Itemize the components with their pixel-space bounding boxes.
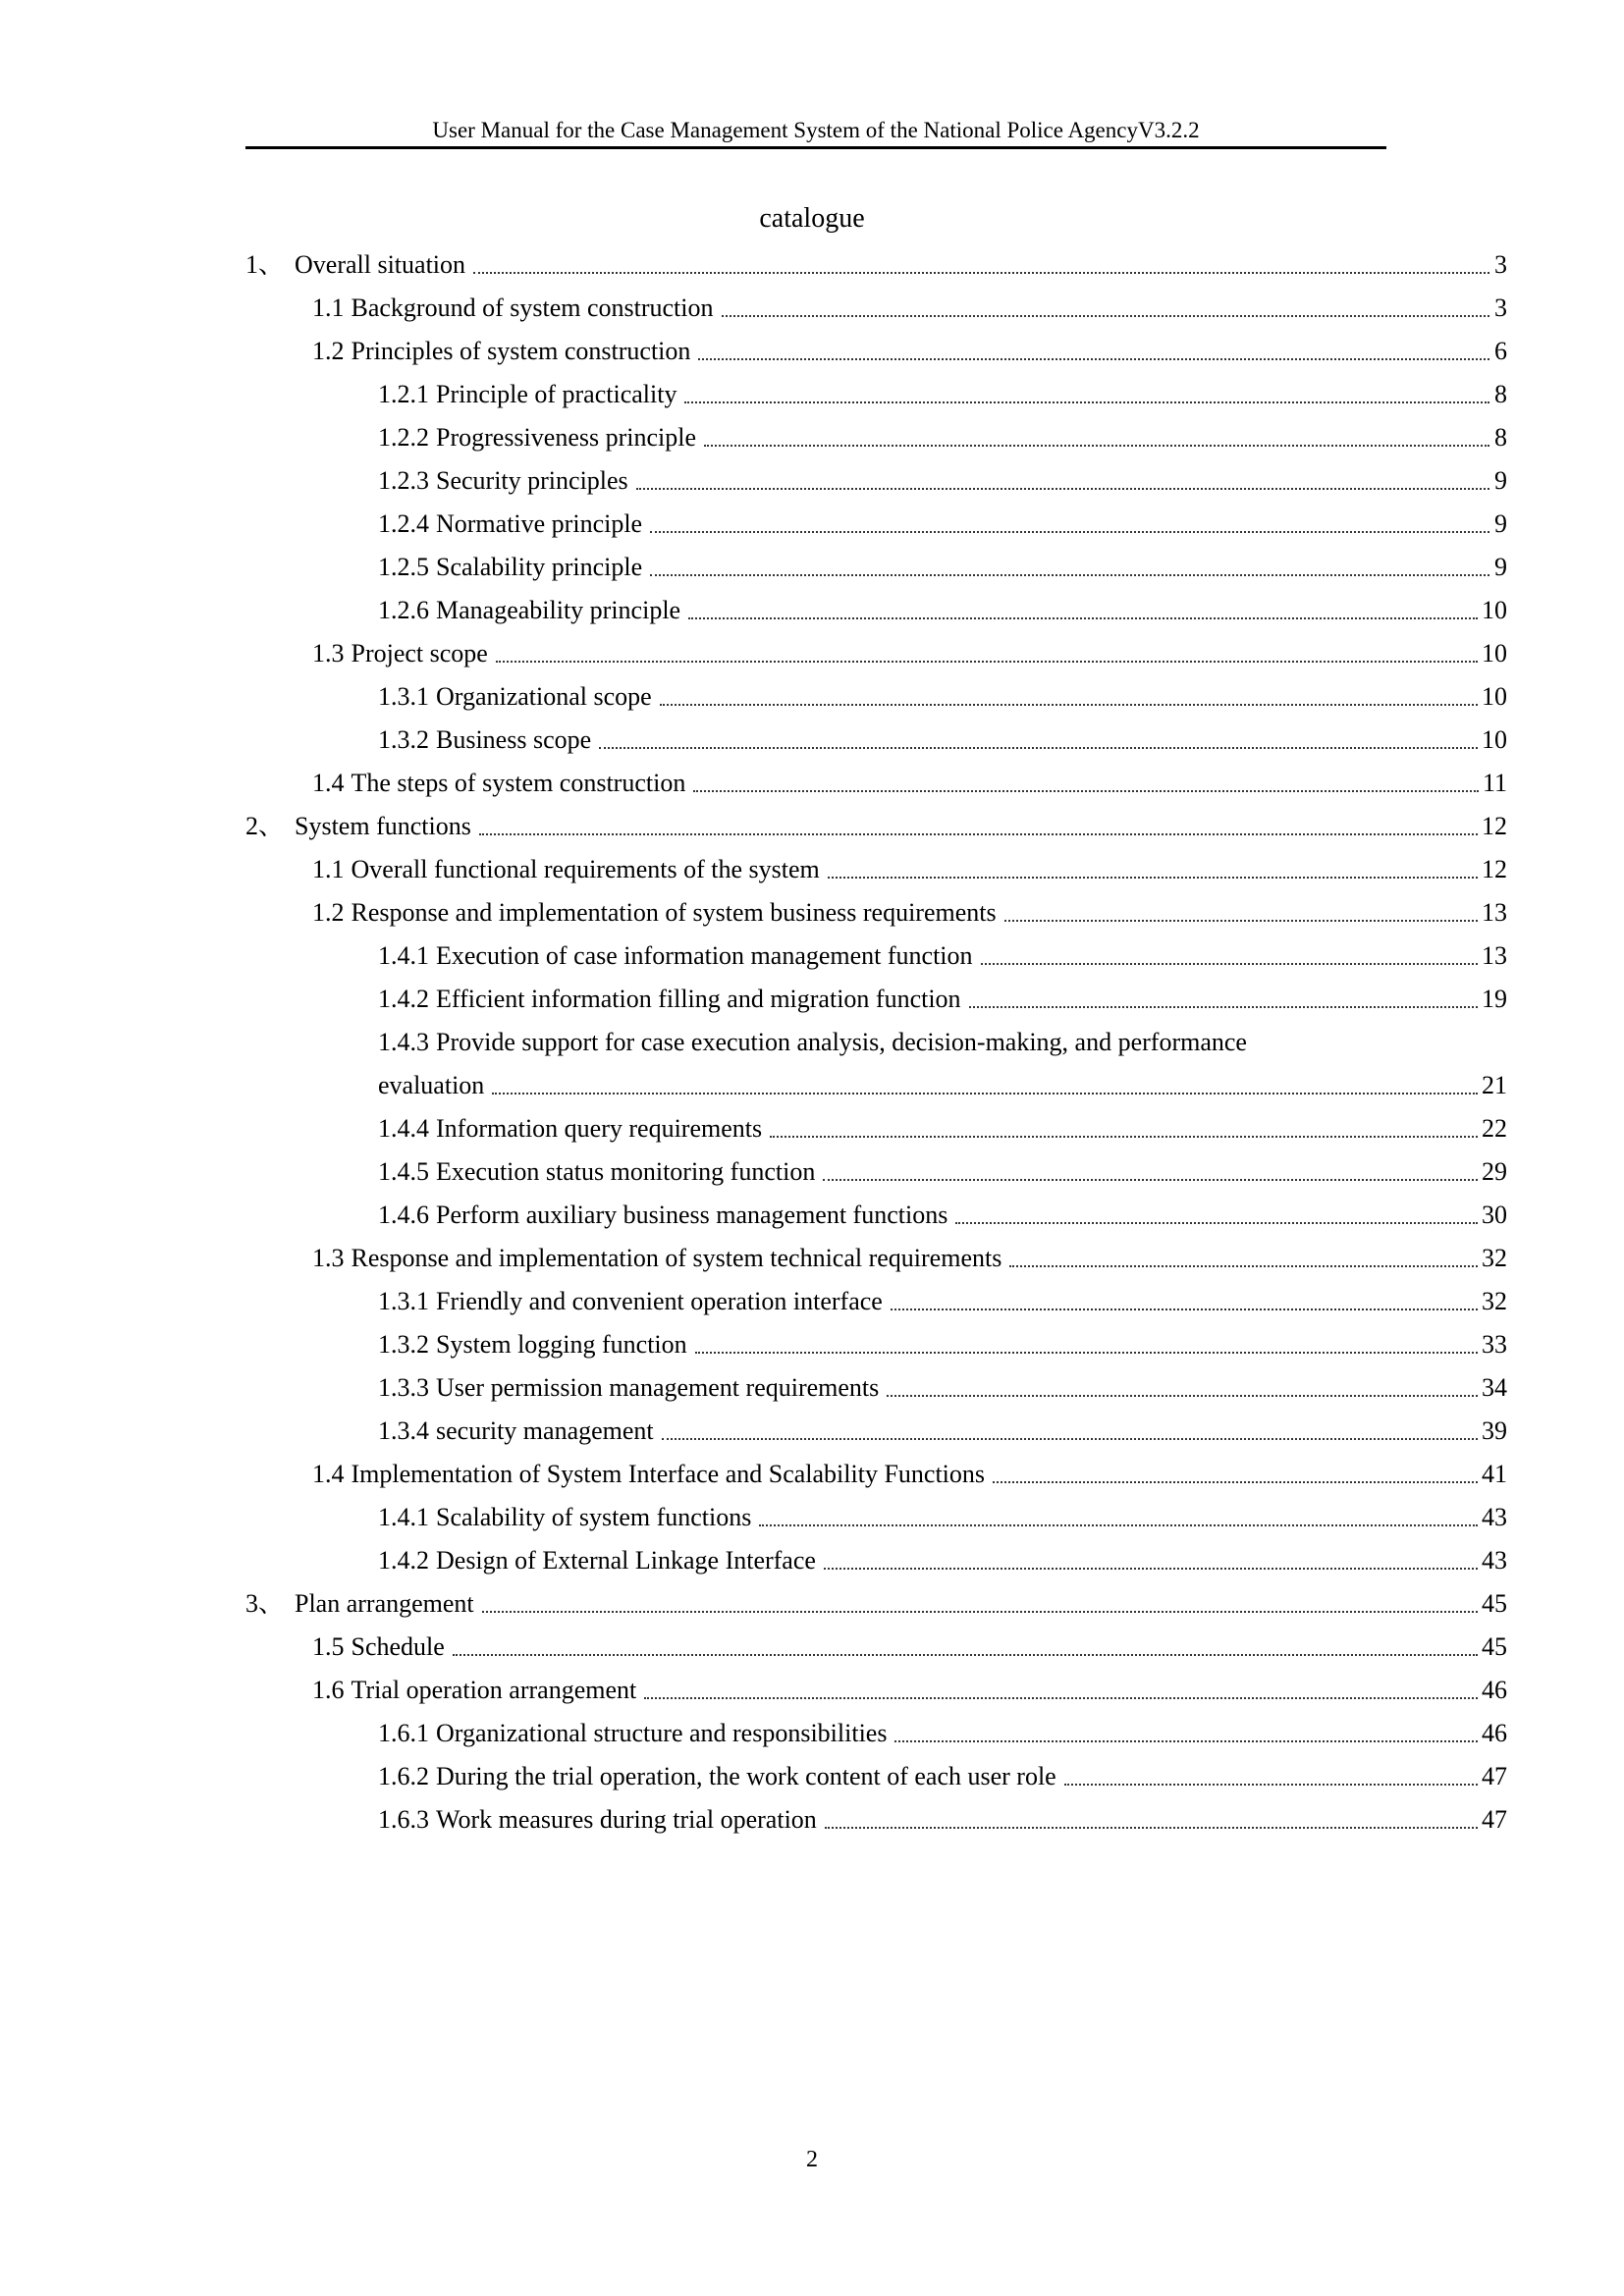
toc-entry-number: 1.2 — [312, 337, 345, 365]
toc-entry-number: 2、 — [245, 812, 285, 840]
toc-entry-number: 1.4.4 — [378, 1114, 429, 1143]
toc-entry-page: 12 — [1482, 812, 1507, 840]
toc-entry[interactable] — [245, 1712, 1507, 1755]
toc-entry-title: Efficient information filling and migration function — [436, 985, 961, 1013]
toc-entry[interactable] — [245, 805, 1507, 848]
toc-entry-page: 46 — [1482, 1676, 1507, 1704]
toc-entry-title-continued: evaluation — [378, 1071, 485, 1099]
toc-entry-page: 6 — [1494, 337, 1507, 365]
toc-entry-page: 22 — [1482, 1114, 1507, 1143]
toc-entry-page: 11 — [1482, 769, 1507, 797]
toc-entry-page: 10 — [1482, 682, 1507, 711]
toc-entry-title: Progressiveness principle — [436, 423, 697, 452]
toc-entry-title: Execution status monitoring function — [436, 1157, 816, 1186]
toc-dot-leader — [894, 1740, 1478, 1742]
toc-dot-leader — [993, 1481, 1478, 1483]
toc-entry[interactable] — [245, 1280, 1507, 1323]
toc-entry-number: 1.4.2 — [378, 985, 429, 1013]
toc-entry[interactable] — [245, 287, 1507, 330]
toc-entry-number: 1.4.2 — [378, 1546, 429, 1575]
toc-entry-page: 30 — [1482, 1201, 1507, 1229]
toc-entry[interactable] — [245, 416, 1507, 459]
toc-entry-title: Perform auxiliary business management functions — [436, 1201, 948, 1229]
toc-entry-title: User permission management requirements — [436, 1373, 880, 1402]
toc-entry-number: 1.4.3 — [378, 1028, 429, 1056]
toc-dot-leader — [473, 272, 1489, 274]
toc-dot-leader — [662, 1438, 1478, 1440]
toc-entry-title: Friendly and convenient operation interface — [436, 1287, 883, 1315]
toc-entry[interactable] — [245, 632, 1507, 675]
header-rule — [245, 146, 1386, 149]
toc-dot-leader — [722, 315, 1490, 317]
toc-entry-number: 1.2.3 — [378, 466, 429, 495]
toc-entry-title: The steps of system construction — [351, 769, 686, 797]
toc-entry[interactable] — [245, 934, 1507, 978]
toc-entry-number: 1.3.2 — [378, 1330, 429, 1359]
toc-entry-number: 1.6.2 — [378, 1762, 429, 1790]
toc-entry-title: Response and implementation of system business requirements — [351, 898, 997, 927]
toc-entry-page: 9 — [1494, 509, 1507, 538]
toc-entry[interactable] — [245, 1366, 1507, 1410]
toc-entry-page: 32 — [1482, 1244, 1507, 1272]
toc-entry[interactable] — [245, 1539, 1507, 1582]
toc-dot-leader — [688, 617, 1478, 619]
toc-entry-number: 1.3 — [312, 639, 345, 667]
toc-entry[interactable] — [245, 891, 1507, 934]
toc-entry[interactable] — [245, 1755, 1507, 1798]
toc-entry[interactable] — [245, 1496, 1507, 1539]
toc-entry[interactable] — [245, 1669, 1507, 1712]
toc-entry-page: 39 — [1482, 1416, 1507, 1445]
toc-title: catalogue — [759, 203, 865, 234]
toc-entry-page: 45 — [1482, 1589, 1507, 1618]
toc-entry-title: Response and implementation of system technical requirements — [351, 1244, 1002, 1272]
toc-entry-number: 1.4.6 — [378, 1201, 429, 1229]
toc-entry-page: 8 — [1494, 423, 1507, 452]
toc-entry-title: Execution of case information management function — [436, 941, 973, 970]
toc-entry-page: 9 — [1494, 466, 1507, 495]
toc-dot-leader — [823, 1179, 1478, 1181]
toc-entry-continuation[interactable] — [245, 1064, 1507, 1107]
toc-entry-title: Implementation of System Interface and Scalability Functions — [351, 1460, 986, 1488]
toc-entry-title: Scalability of system functions — [436, 1503, 752, 1531]
toc-entry-number: 1.6.1 — [378, 1719, 429, 1747]
toc-entry[interactable] — [245, 1410, 1507, 1453]
toc-dot-leader — [693, 790, 1479, 792]
toc-entry[interactable] — [245, 546, 1507, 589]
toc-dot-leader — [891, 1308, 1478, 1310]
toc-entry-page: 43 — [1482, 1546, 1507, 1575]
toc-dot-leader — [636, 488, 1489, 490]
toc-entry-number: 1.4.1 — [378, 1503, 429, 1531]
toc-entry-number: 1.2.4 — [378, 509, 429, 538]
toc-dot-leader — [599, 747, 1478, 749]
toc-entry[interactable] — [245, 1323, 1507, 1366]
toc-dot-leader — [1004, 920, 1478, 922]
toc-dot-leader — [1009, 1265, 1478, 1267]
toc-entry-number: 1.3.1 — [378, 1287, 429, 1315]
toc-entry-page: 9 — [1494, 553, 1507, 581]
toc-entry[interactable] — [245, 243, 1507, 287]
toc-entry-page: 8 — [1494, 380, 1507, 408]
toc-entry[interactable] — [245, 762, 1507, 805]
toc-dot-leader — [698, 358, 1489, 360]
toc-entry[interactable] — [245, 373, 1507, 416]
toc-entry-title: Overall functional requirements of the system — [351, 855, 820, 883]
toc-entry[interactable] — [245, 503, 1507, 546]
running-header: User Manual for the Case Management System of the National Police AgencyV3.2.2 — [432, 118, 1200, 142]
toc-entry-title: Schedule — [351, 1632, 445, 1661]
toc-entry[interactable] — [245, 330, 1507, 373]
toc-entry[interactable] — [245, 978, 1507, 1021]
toc-entry-number: 1.1 — [312, 294, 345, 322]
toc-entry-page: 13 — [1482, 898, 1507, 927]
toc-dot-leader — [492, 1093, 1478, 1095]
toc-entry-page: 10 — [1482, 596, 1507, 624]
toc-entry-number: 1.6 — [312, 1676, 345, 1704]
table-of-contents — [245, 243, 1507, 1842]
toc-entry-page: 47 — [1482, 1762, 1507, 1790]
toc-dot-leader — [825, 1827, 1478, 1829]
toc-entry[interactable] — [245, 1107, 1507, 1150]
toc-entry-number: 1.3.1 — [378, 682, 429, 711]
toc-entry-number: 1.3.3 — [378, 1373, 429, 1402]
toc-entry-number: 1.4 — [312, 1460, 345, 1488]
toc-dot-leader — [955, 1222, 1478, 1224]
toc-entry-number: 1.3.4 — [378, 1416, 429, 1445]
toc-dot-leader — [759, 1524, 1478, 1526]
toc-dot-leader — [644, 1697, 1478, 1699]
toc-entry-page: 34 — [1482, 1373, 1507, 1402]
toc-entry-title: security management — [436, 1416, 654, 1445]
toc-entry-number: 1.3 — [312, 1244, 345, 1272]
toc-dot-leader — [1064, 1784, 1478, 1786]
toc-entry-title: Organizational scope — [436, 682, 652, 711]
toc-entry-title: Scalability principle — [436, 553, 643, 581]
toc-entry[interactable] — [245, 1237, 1507, 1280]
toc-entry-number: 1、 — [245, 250, 285, 279]
toc-dot-leader — [828, 877, 1478, 879]
toc-dot-leader — [496, 661, 1478, 663]
toc-entry-number: 1.2.5 — [378, 553, 429, 581]
toc-entry[interactable] — [245, 1798, 1507, 1842]
toc-entry-title: Overall situation — [295, 250, 466, 279]
toc-dot-leader — [981, 963, 1478, 965]
toc-entry-title: Plan arrangement — [295, 1589, 474, 1618]
toc-entry-page: 21 — [1482, 1071, 1507, 1099]
toc-entry-page: 45 — [1482, 1632, 1507, 1661]
toc-entry-number: 1.2.2 — [378, 423, 429, 452]
toc-entry[interactable] — [245, 719, 1507, 762]
toc-dot-leader — [704, 445, 1489, 447]
toc-entry-title: Principles of system construction — [351, 337, 691, 365]
toc-entry-title: Manageability principle — [436, 596, 681, 624]
toc-dot-leader — [770, 1136, 1478, 1138]
toc-entry-title: System functions — [295, 812, 471, 840]
toc-dot-leader — [650, 574, 1489, 576]
toc-entry-page: 13 — [1482, 941, 1507, 970]
toc-entry-page: 10 — [1482, 639, 1507, 667]
toc-dot-leader — [453, 1654, 1478, 1656]
toc-entry[interactable] — [245, 1150, 1507, 1194]
toc-dot-leader — [887, 1395, 1478, 1397]
toc-entry-title: Trial operation arrangement — [351, 1676, 637, 1704]
toc-entry-page: 32 — [1482, 1287, 1507, 1315]
toc-entry-number: 1.4.1 — [378, 941, 429, 970]
toc-entry-title: Information query requirements — [436, 1114, 763, 1143]
toc-entry-number: 3、 — [245, 1589, 285, 1618]
toc-entry[interactable] — [245, 1194, 1507, 1237]
toc-entry-number: 1.4.5 — [378, 1157, 429, 1186]
toc-dot-leader — [695, 1352, 1478, 1354]
toc-entry-number: 1.2.6 — [378, 596, 429, 624]
toc-entry-title: Project scope — [351, 639, 488, 667]
toc-dot-leader — [482, 1611, 1478, 1613]
toc-entry-page: 19 — [1482, 985, 1507, 1013]
toc-entry[interactable] — [245, 1582, 1507, 1626]
toc-entry-title: System logging function — [436, 1330, 687, 1359]
toc-entry-page: 43 — [1482, 1503, 1507, 1531]
toc-entry-number: 1.1 — [312, 855, 345, 883]
toc-dot-leader — [824, 1568, 1478, 1570]
toc-dot-leader — [684, 401, 1489, 403]
toc-entry-page: 12 — [1482, 855, 1507, 883]
toc-entry-page: 46 — [1482, 1719, 1507, 1747]
toc-entry-title: Design of External Linkage Interface — [436, 1546, 816, 1575]
toc-dot-leader — [660, 704, 1478, 706]
toc-entry-page: 47 — [1482, 1805, 1507, 1834]
toc-entry-page: 29 — [1482, 1157, 1507, 1186]
toc-entry-title: Provide support for case execution analysis, decision-making, and performance — [436, 1028, 1247, 1056]
toc-dot-leader — [479, 833, 1478, 835]
toc-entry-title: Principle of practicality — [436, 380, 677, 408]
toc-entry-title: Normative principle — [436, 509, 643, 538]
toc-entry-number: 1.4 — [312, 769, 345, 797]
toc-dot-leader — [969, 1006, 1478, 1008]
toc-entry-title: Business scope — [436, 725, 592, 754]
toc-entry-number: 1.2.1 — [378, 380, 429, 408]
toc-entry-title: Background of system construction — [351, 294, 714, 322]
toc-entry-page: 41 — [1482, 1460, 1507, 1488]
toc-entry[interactable] — [245, 589, 1507, 632]
toc-entry[interactable] — [245, 459, 1507, 503]
toc-entry-page: 10 — [1482, 725, 1507, 754]
toc-entry[interactable] — [245, 1453, 1507, 1496]
toc-entry-number: 1.6.3 — [378, 1805, 429, 1834]
toc-entry-title: Security principles — [436, 466, 628, 495]
page-number: 2 — [806, 2147, 818, 2172]
toc-entry-title: During the trial operation, the work content of each user role — [436, 1762, 1056, 1790]
toc-dot-leader — [650, 531, 1489, 533]
toc-entry-page: 3 — [1494, 294, 1507, 322]
toc-entry-page: 3 — [1494, 250, 1507, 279]
toc-entry[interactable] — [245, 1626, 1507, 1669]
toc-entry-title: Work measures during trial operation — [436, 1805, 817, 1834]
toc-entry-number: 1.5 — [312, 1632, 345, 1661]
toc-entry[interactable] — [245, 848, 1507, 891]
toc-entry-number: 1.3.2 — [378, 725, 429, 754]
toc-entry-title: Organizational structure and responsibilities — [436, 1719, 888, 1747]
toc-entry-number: 1.2 — [312, 898, 345, 927]
toc-entry[interactable] — [245, 675, 1507, 719]
toc-entry-page: 33 — [1482, 1330, 1507, 1359]
toc-entry[interactable] — [245, 1021, 1507, 1064]
